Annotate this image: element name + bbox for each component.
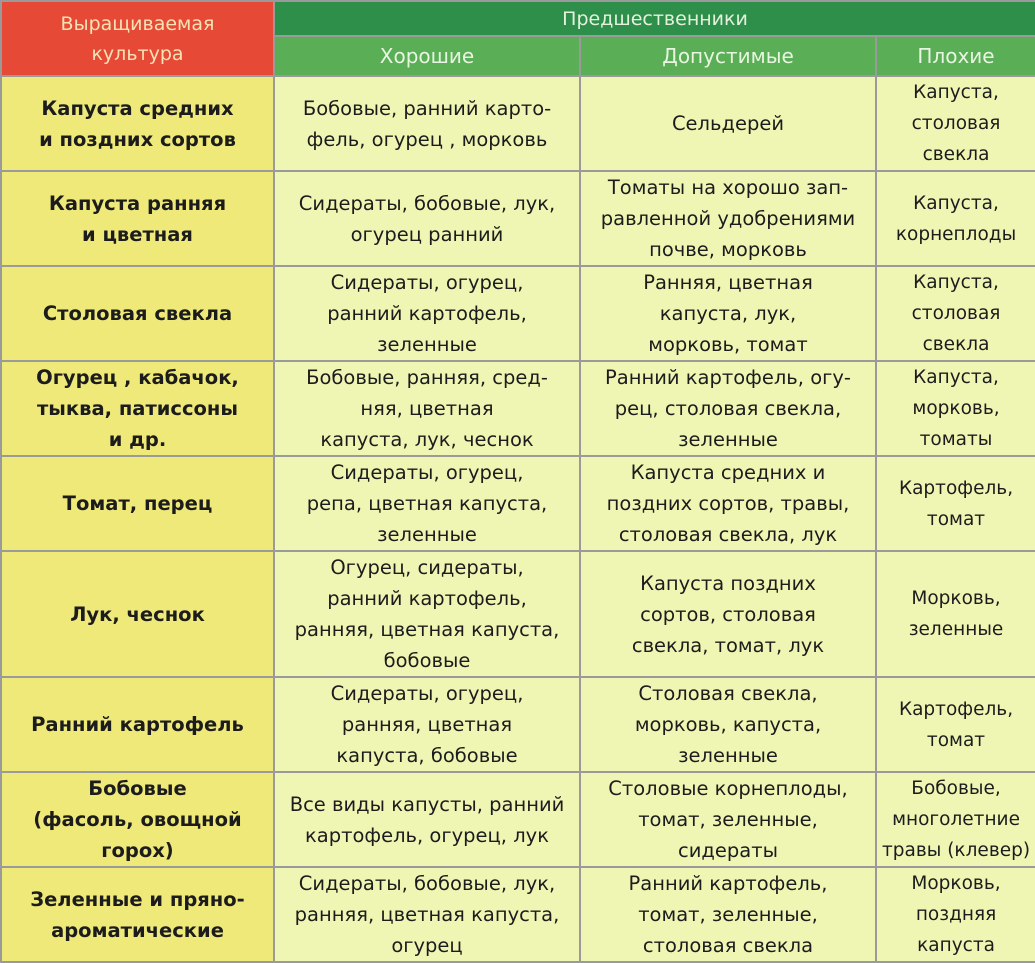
- cell-line: Капуста средних и: [630, 461, 826, 484]
- cell-line: сидераты: [678, 839, 778, 862]
- cell-line: Сидераты, огурец,: [330, 682, 524, 705]
- cell-line: травы (клевер): [881, 840, 1031, 861]
- cell-line: зеленные: [908, 619, 1004, 640]
- cell-line: Сельдерей: [671, 112, 785, 135]
- cell-line: Огурец, сидераты,: [330, 556, 524, 579]
- cell-line: поздняя: [915, 904, 997, 925]
- cell-line: томат: [926, 508, 986, 530]
- cell-line: и др.: [108, 428, 167, 451]
- cell-line: многолетние: [892, 809, 1020, 830]
- crop-cell: [1, 456, 274, 551]
- crop-cell: [1, 76, 274, 171]
- cell-line: огурец ранний: [350, 222, 504, 246]
- cell-line: почве, морковь: [649, 238, 807, 261]
- good-predecessors-cell: [274, 171, 580, 266]
- cell-line: Капуста поздних: [640, 571, 816, 595]
- crop-column-header: Выращиваемая культура: [1, 1, 274, 76]
- cell-line: Капуста ранняя: [48, 191, 227, 215]
- cell-line: огурец: [391, 934, 463, 957]
- cell-line: и поздних сортов: [39, 127, 236, 151]
- crop-cell: [1, 266, 274, 361]
- good-column-header: Хорошие: [274, 36, 580, 76]
- cell-line: зеленные: [678, 428, 778, 451]
- cell-line: ранняя, цветная: [341, 713, 513, 736]
- bad-column-header: Плохие: [876, 36, 1035, 76]
- good-predecessors-cell: [274, 361, 580, 456]
- good-predecessors-cell: [274, 76, 580, 171]
- crop-cell: [1, 171, 274, 266]
- cell-line: Все виды капусты, ранний: [289, 792, 565, 816]
- cell-line: ранняя, цветная капуста,: [294, 618, 560, 641]
- cell-line: столовая: [911, 303, 1001, 324]
- cell-line: репа, цветная капуста,: [306, 492, 548, 515]
- cell-line: няя, цветная: [360, 397, 494, 420]
- cell-line: ранняя, цветная капуста,: [294, 903, 560, 926]
- crop-cell: [1, 551, 274, 677]
- acceptable-predecessors-cell: [580, 867, 876, 962]
- cell-line: капуста, лук, чеснок: [320, 428, 534, 451]
- cell-line: Капуста,: [913, 192, 999, 214]
- cell-line: зеленные: [377, 333, 477, 356]
- good-predecessors-cell: [274, 266, 580, 361]
- good-predecessors-cell: [274, 456, 580, 551]
- cell-line: Бобовые, ранний карто-: [302, 96, 552, 120]
- cell-line: ранний картофель,: [327, 302, 527, 325]
- cell-line: Ранний картофель: [31, 713, 244, 736]
- cell-line: Столовые корнеплоды,: [608, 777, 848, 800]
- cell-line: томат, зеленные,: [638, 808, 818, 831]
- cell-line: капуста, лук,: [659, 302, 797, 325]
- cell-line: капуста, бобовые: [336, 744, 518, 767]
- bad-predecessors-cell: [876, 772, 1035, 867]
- cell-line: Столовая свекла,: [638, 682, 818, 705]
- cell-line: Ранняя, цветная: [643, 271, 813, 294]
- cell-line: фель, огурец , морковь: [306, 127, 548, 151]
- cell-line: томат, зеленные,: [638, 903, 818, 926]
- bad-predecessors-cell: [876, 456, 1035, 551]
- bad-predecessors-cell: [876, 551, 1035, 677]
- cell-line: морковь,: [912, 398, 1000, 419]
- crop-cell: [1, 677, 274, 772]
- bad-predecessors-cell: [876, 76, 1035, 171]
- table-row: [1, 677, 1035, 772]
- cell-line: Морковь,: [911, 588, 1001, 609]
- acceptable-predecessors-cell: [580, 677, 876, 772]
- good-predecessors-cell: [274, 867, 580, 962]
- cell-line: свекла: [922, 144, 990, 165]
- table-row: [1, 361, 1035, 456]
- cell-line: Сидераты, огурец,: [330, 461, 524, 484]
- cell-line: тыква, патиссоны: [36, 397, 239, 420]
- cell-line: свекла: [922, 334, 990, 355]
- cell-line: Лук, чеснок: [70, 602, 205, 626]
- cell-line: Бобовые: [88, 777, 187, 800]
- cell-line: Сидераты, бобовые, лук,: [298, 872, 556, 895]
- cell-line: ранний картофель,: [327, 587, 527, 610]
- cell-line: Бобовые,: [911, 778, 1001, 799]
- cell-line: бобовые: [383, 649, 471, 672]
- cell-line: равленной удобрениями: [600, 207, 856, 230]
- cell-line: Столовая свекла: [42, 302, 233, 325]
- cell-line: и цветная: [82, 222, 193, 246]
- cell-line: горох): [101, 839, 174, 862]
- cell-line: столовая свекла, лук: [618, 523, 838, 546]
- cell-line: Томаты на хорошо зап-: [607, 176, 849, 199]
- crop-cell: [1, 772, 274, 867]
- table-row: [1, 76, 1035, 171]
- good-predecessors-cell: [274, 677, 580, 772]
- acceptable-predecessors-cell: [580, 772, 876, 867]
- acceptable-predecessors-cell: [580, 361, 876, 456]
- cell-line: Морковь,: [911, 873, 1001, 894]
- cell-line: Картофель,: [898, 477, 1014, 499]
- cell-line: столовая свекла: [642, 934, 814, 957]
- bad-predecessors-cell: [876, 677, 1035, 772]
- predecessors-header: Предшественники: [274, 1, 1035, 36]
- bad-predecessors-cell: [876, 867, 1035, 962]
- cell-line: сортов, столовая: [640, 602, 816, 626]
- bad-predecessors-cell: [876, 266, 1035, 361]
- cell-line: ароматические: [51, 918, 224, 942]
- cell-line: морковь, капуста,: [634, 713, 822, 736]
- cell-line: Капуста,: [913, 82, 999, 103]
- good-predecessors-cell: [274, 551, 580, 677]
- cell-line: корнеплоды: [895, 223, 1017, 245]
- cell-line: томаты: [919, 429, 993, 450]
- bad-predecessors-cell: [876, 361, 1035, 456]
- cell-line: столовая: [911, 113, 1001, 134]
- cell-line: Капуста,: [913, 272, 999, 293]
- table-row: [1, 867, 1035, 962]
- cell-line: морковь, томат: [648, 333, 808, 356]
- table-row: [1, 551, 1035, 677]
- good-predecessors-cell: [274, 772, 580, 867]
- cell-line: (фасоль, овощной: [33, 808, 242, 831]
- crop-cell: [1, 361, 274, 456]
- cell-line: Капуста средних: [41, 96, 234, 120]
- cell-line: поздних сортов, травы,: [606, 492, 850, 515]
- acceptable-predecessors-cell: [580, 171, 876, 266]
- table-row: [1, 266, 1035, 361]
- cell-line: томат: [926, 729, 986, 751]
- acceptable-predecessors-cell: [580, 551, 876, 677]
- table-row: [1, 171, 1035, 266]
- cell-line: зеленные: [377, 523, 477, 546]
- cell-line: Капуста,: [913, 367, 999, 388]
- cell-line: Зеленные и пряно-: [30, 887, 245, 911]
- acceptable-predecessors-cell: [580, 456, 876, 551]
- cell-line: Томат, перец: [62, 492, 213, 515]
- cell-line: зеленные: [678, 744, 778, 767]
- bad-predecessors-cell: [876, 171, 1035, 266]
- table-row: [1, 772, 1035, 867]
- acceptable-column-header: Допустимые: [580, 36, 876, 76]
- cell-line: Сидераты, бобовые, лук,: [298, 191, 556, 215]
- cell-line: рец, столовая свекла,: [614, 397, 842, 420]
- cell-line: Ранний картофель, огу-: [605, 366, 851, 389]
- acceptable-predecessors-cell: [580, 266, 876, 361]
- cell-line: свекла, томат, лук: [631, 633, 825, 657]
- cell-line: Сидераты, огурец,: [330, 271, 524, 294]
- cell-line: Картофель,: [898, 698, 1014, 720]
- crop-cell: [1, 867, 274, 962]
- cell-line: Огурец , кабачок,: [36, 366, 239, 389]
- cell-line: Бобовые, ранняя, сред-: [306, 366, 548, 389]
- cell-line: Ранний картофель,: [628, 872, 828, 895]
- cell-line: капуста: [917, 935, 995, 956]
- acceptable-predecessors-cell: [580, 76, 876, 171]
- cell-line: картофель, огурец, лук: [305, 823, 549, 847]
- table-row: [1, 456, 1035, 551]
